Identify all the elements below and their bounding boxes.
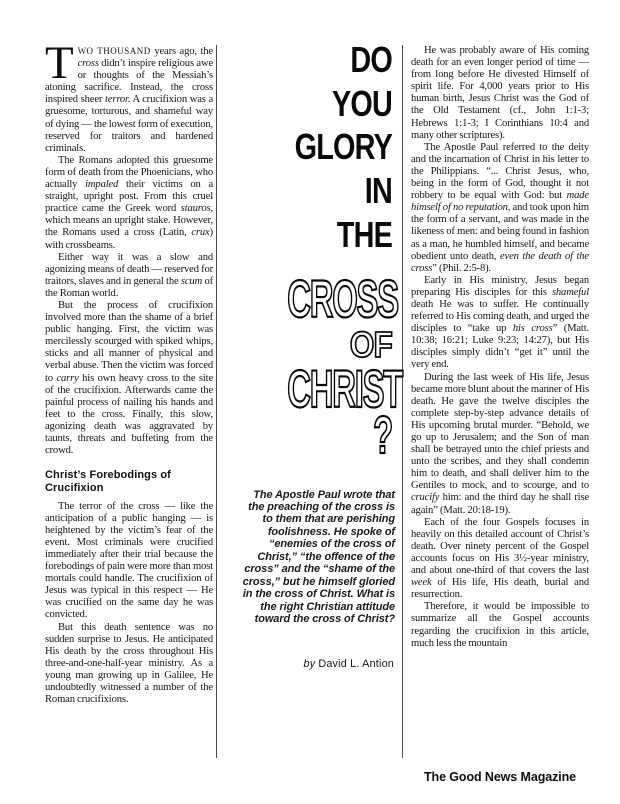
- title-word: CHRIST: [287, 359, 403, 419]
- title-word: DO: [350, 39, 392, 80]
- left-paragraphs-bottom: [45, 501, 213, 707]
- lead-paragraph: TWO THOUSAND years ago, the cross didn’t inspire religious awe or thoughts of the Messiah’s atoning sacrifice. Instead, the cross inspired sheer terror. A crucifixion was a gruesome, torturous, and shameful way of dying — the lowest form of execution, reserved for traitors and hardened criminals.: [45, 37, 213, 154]
- body-paragraph: The Apostle Paul referred to the deity and the incarnation of Christ in his letter to the Philippians. “... Christ Jesus, who, being in the form of God, thought it not robbery to be equal with God: but made himself of no reputation, and took upon him the form of a servant, and was made in the likeness of men: and being found in fashion as a man, he humbled himself, and became obedient unto death, even the death of the cross” (Phil. 2:5-8).: [411, 141, 589, 274]
- body-paragraph: Either way it was a slow and agonizing means of death — reserved for traitors, slaves and in general the scum of the Roman world.: [45, 251, 213, 299]
- standfirst: The Apostle Paul wrote that the preaching of the cross is to them that are perishing foolishness. He spoke of “enemies of the cross of Christ,” “the offence of the cross” and the “shame of the cross,” but he himself gloried in the cross of Christ. What is the right Christian attitude toward the cross of Christ?: [242, 488, 395, 626]
- left-column: [45, 37, 214, 706]
- drop-cap: T: [45, 37, 74, 89]
- byline: [223, 658, 394, 670]
- middle-column: [223, 39, 403, 670]
- body-paragraph: But this death sentence was no sudden surprise to Jesus. He anticipated His death by the cross throughout His three-and-one-half-year ministry. As a young man growing up in Galilee, He undoubtedly witnessed a number of the Roman crucifixions.: [45, 621, 213, 706]
- title-word: GLORY: [294, 126, 392, 168]
- title-word: OF: [349, 323, 392, 365]
- title-word: THE: [336, 213, 392, 255]
- byline-prefix: by: [303, 657, 316, 670]
- left-paragraphs-top: [45, 155, 213, 457]
- title-word: ?: [373, 405, 392, 465]
- byline-author: David L. Antion: [318, 657, 394, 670]
- body-paragraph: Early in His ministry, Jesus began preparing His disciples for this shameful death He was to suffer. He continually referred to His coming death, and urged the disciples to “take up his cross” (Matt. 10:38; 16:21; Luke 9:23; 14:27), but His disciples simply didn’t “get it” until the very end.: [411, 274, 589, 371]
- section-subhead: Christ’s Forebodings of Crucifixion: [45, 469, 171, 495]
- column-rule-right: [402, 45, 403, 758]
- body-paragraph: Each of the four Gospels focuses in heavily on this detailed account of Christ’s death. Over ninety percent of the Gospel accounts focus on His 3½-year ministry, and about one-third of that covers the last week of His life, His death, burial and resurrection.: [411, 516, 589, 601]
- lead-smallcaps: WO THOUSAND: [77, 46, 151, 56]
- title-word: IN: [364, 170, 392, 212]
- title-word: YOU: [331, 82, 392, 124]
- right-paragraphs: [411, 45, 589, 650]
- body-paragraph: But the process of crucifixion involved more than the shame of a brief public hanging. First, the victim was mercilessly scourged with spiked whips, sticks and all manner of physical and verbal abuse. Then the victim was forced to carry his own heavy cross to the site of the crucifixion. Afterwards came the painful process of nailing his hands and feet to the cross. Finally, this slow, agonizing death was aggravated by taunts, threats and buffeting from the crowd.: [45, 299, 213, 457]
- body-paragraph: The Romans adopted this gruesome form of death from the Phoenicians, who actually impaled their victims on a straight, upright post. From this cruel practice came the Greek word stauros, which means an upright stake. However, the Romans used a cross (Latin, crux) with crossbeams.: [45, 154, 214, 251]
- article-title: [223, 38, 403, 465]
- right-column: [411, 45, 589, 650]
- body-paragraph: The terror of the cross — like the anticipation of a public hanging — is heightened by the victim’s fear of the event. Most criminals were crucified immediately after their trial because the forebodings of pain were more than most mortals could handle. The crucifixion of Jesus was typical in this respect — He was crucified on the same day he was convicted.: [45, 500, 213, 621]
- body-paragraph: During the last week of His life, Jesus became more blunt about the manner of His death. He gave the twelve disciples the complete step-by-step advance details of His upcoming brutal murder. “Behold, we go up to Jerusalem; and the Son of man shall be betrayed unto the chief priests and unto the scribes, and they shall condemn him to death, and shall deliver him to the Gentiles to mock, and to scourge, and to crucify him: and the third day he shall rise again” (Matt. 20:18-19).: [411, 371, 589, 516]
- title-word: CROSS: [287, 269, 398, 329]
- body-paragraph: He was probably aware of His coming death for an even longer period of time — from long before He divested Himself of spirit life. For 4,000 years prior to His human birth, Jesus Christ was the God of the Old Testament (cf., John 1:1-3; Hebrews 1:1-3; I Corinthians 10:4 and many other scriptures).: [411, 45, 589, 141]
- magazine-footer: The Good News Magazine: [424, 770, 576, 784]
- column-rule-left: [216, 45, 217, 758]
- body-paragraph: Therefore, it would be impossible to summarize all the Gospel accounts regarding the crucifixion in this article, much less the mountain: [411, 601, 589, 649]
